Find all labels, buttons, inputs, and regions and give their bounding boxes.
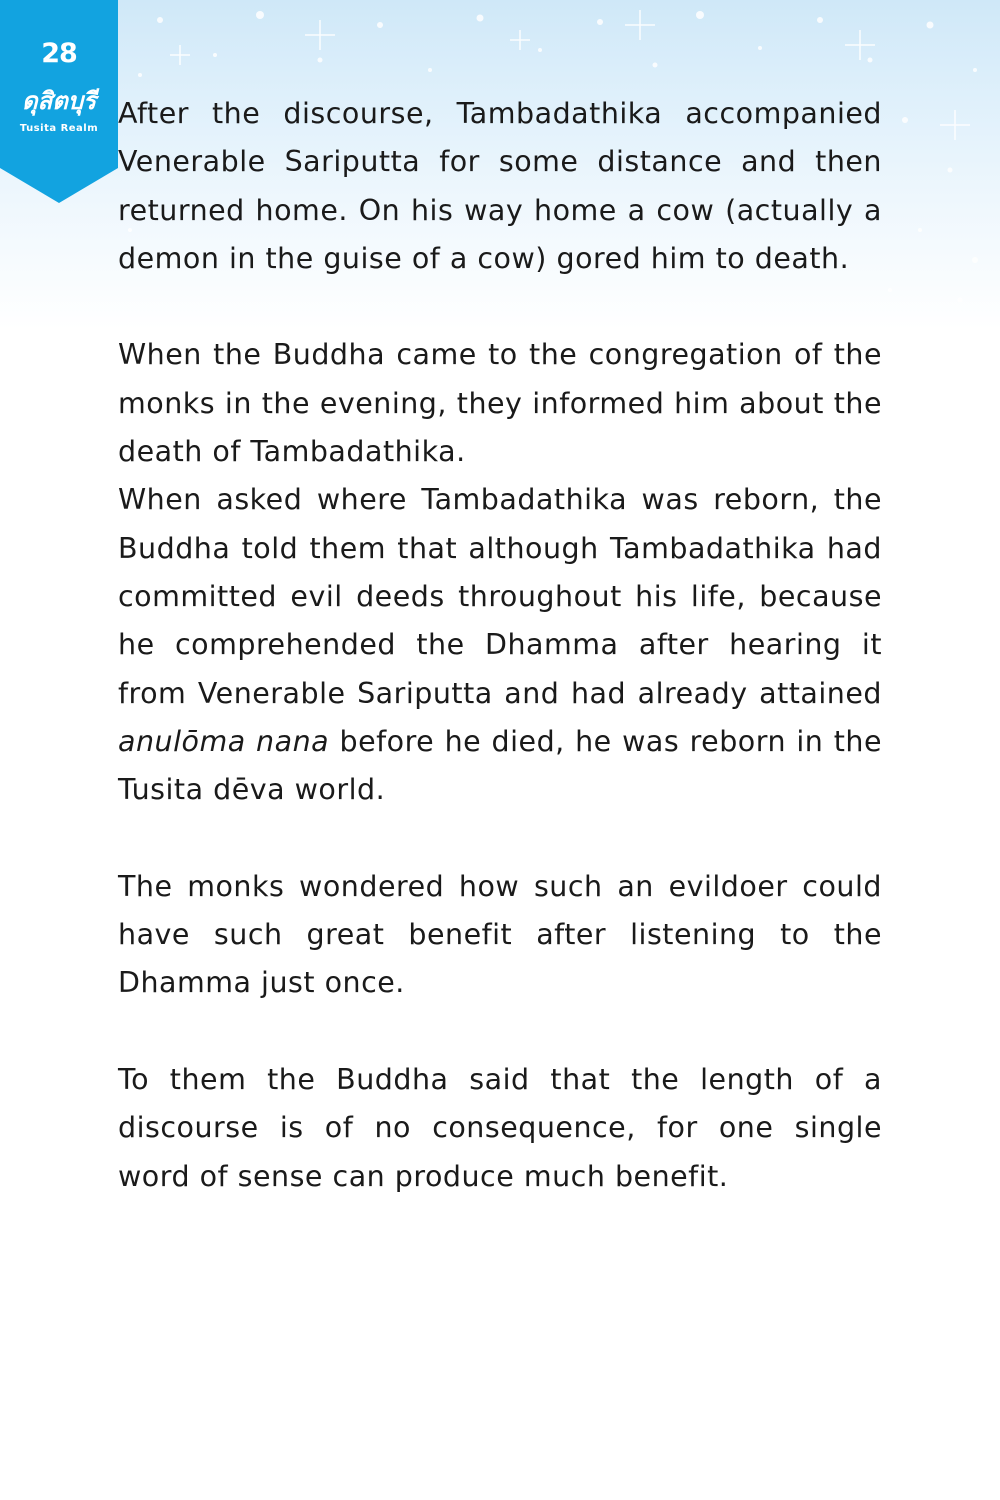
page-tab <box>0 0 118 205</box>
paragraph-3 <box>118 476 882 814</box>
paragraph-4: The monks wondered how such an evildoer could have such great benefit after listening to the Dhamma just once. <box>118 869 882 1000</box>
paragraph-3-part-2: before he died, he was reborn in the Tusita dēva world. <box>118 724 882 807</box>
book-logo: ดุสิตบุรี <box>22 87 96 115</box>
paragraph-5: To them the Buddha said that the length of a discourse is of no consequence, for one single word of sense can produce much benefit. <box>118 1062 882 1193</box>
body-text <box>118 90 882 1201</box>
paragraph-3-term: anulōma nana <box>118 724 330 758</box>
page-number: 28 <box>41 38 77 69</box>
paragraph-1: After the discourse, Tambadathika accompanied Venerable Sariputta for some distance and then returned home. On his way home a cow (actually a demon in the guise of a cow) gored him to death. <box>118 97 882 275</box>
book-logo-subtitle: Tusita Realm <box>19 123 99 134</box>
paragraph-2: When the Buddha came to the congregation of the monks in the evening, they informed him about the death of Tambadathika. <box>118 338 882 469</box>
paragraph-3-part-1: When asked where Tambadathika was reborn, the Buddha told them that although Tambadathika had committed evil deeds throughout his life, because he comprehended the Dhamma after hearing it from Venerable Sariputta and had already attained <box>118 483 882 710</box>
